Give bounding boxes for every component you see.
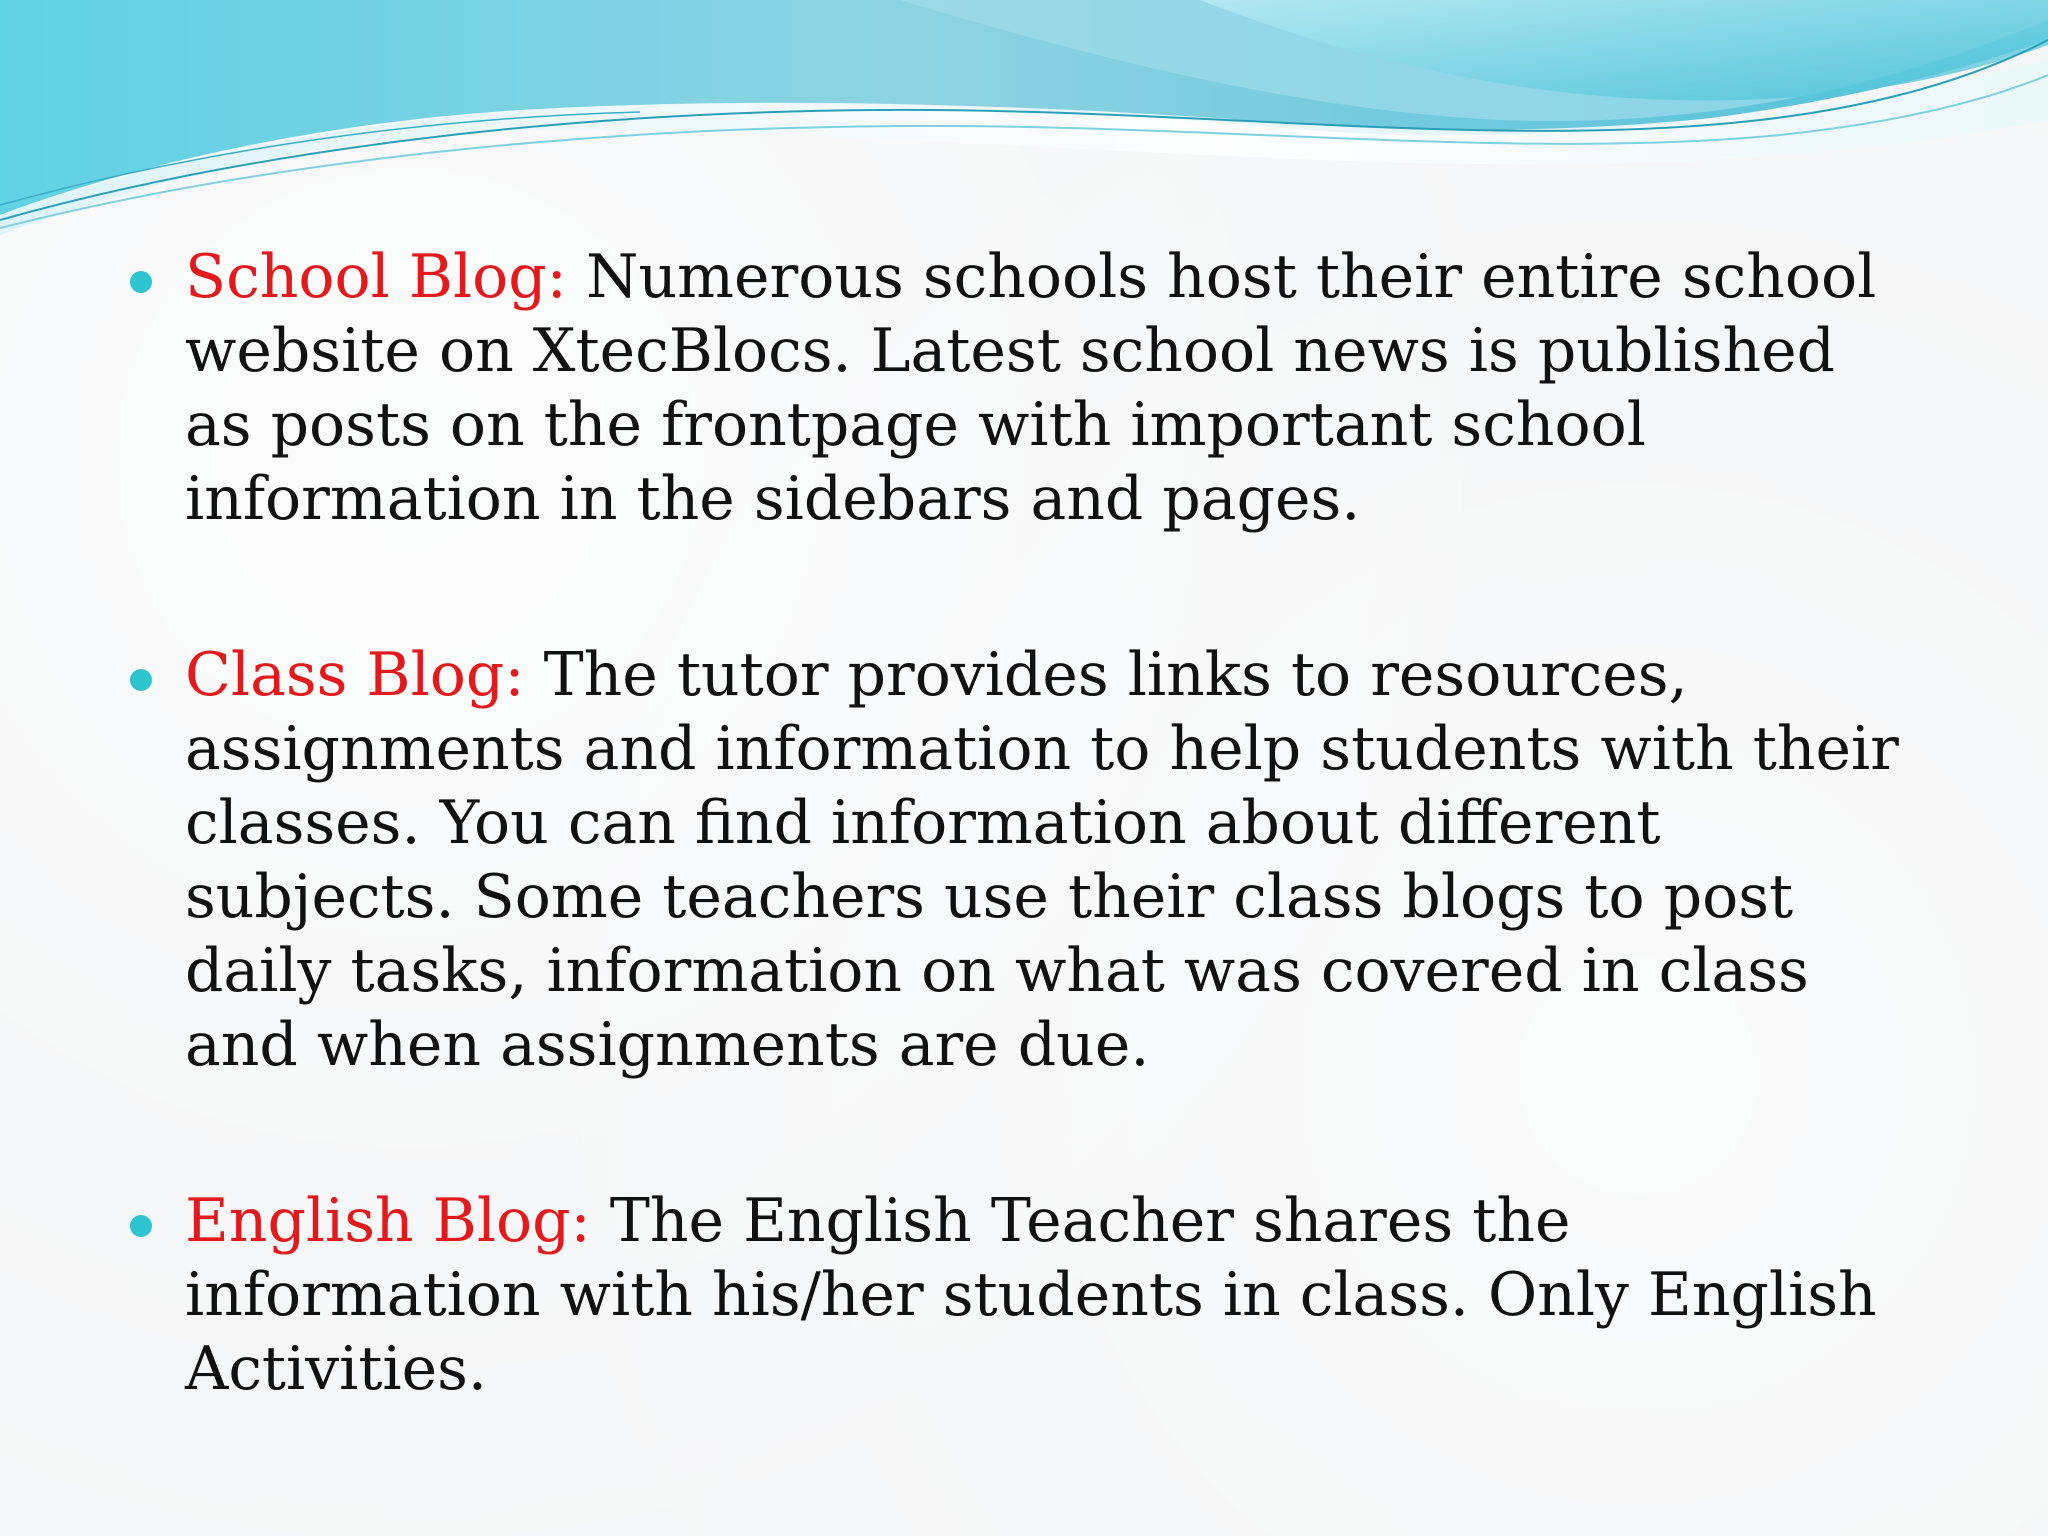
bullet-term: Class Blog:	[185, 640, 525, 710]
bullet-text: The tutor provides links to resources, assignments and information to help students with their classes. You can find information about different subjects. Some teachers use their class blogs to post daily tasks, information on what was covered in class and when assignments are due.	[185, 640, 1899, 1080]
bullet-term: English Blog:	[185, 1186, 591, 1256]
header-wave-decoration	[0, 0, 2048, 240]
bullet-dot-icon	[130, 271, 152, 293]
bullet-class-blog	[130, 638, 1910, 1082]
bullet-list	[130, 240, 1910, 1508]
bullet-text: The English Teacher shares the information with his/her students in class. Only English Activities.	[185, 1186, 1877, 1404]
bullet-text: Numerous schools host their entire school website on XtecBlocs. Latest school news is published as posts on the frontpage with important school information in the sidebars and pages.	[185, 242, 1877, 534]
bullet-english-blog	[130, 1184, 1910, 1406]
bullet-term: School Blog:	[185, 242, 567, 312]
bullet-school-blog	[130, 240, 1910, 536]
bullet-dot-icon	[130, 669, 152, 691]
bullet-dot-icon	[130, 1215, 152, 1237]
